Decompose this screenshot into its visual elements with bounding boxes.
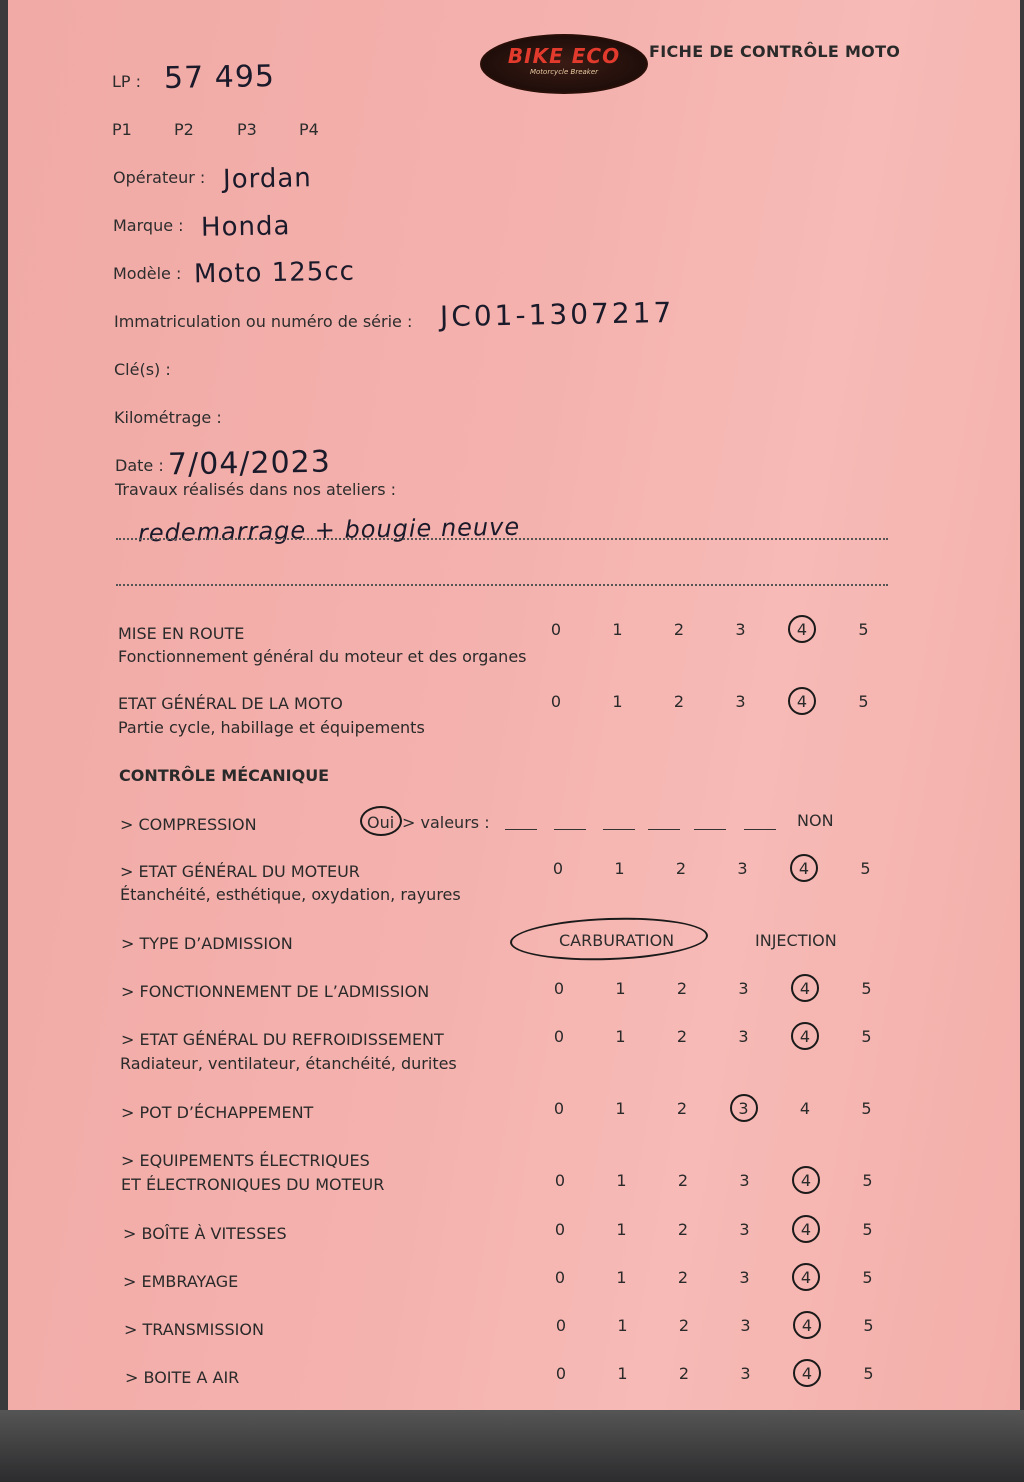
rating-etat_moteur-option-3[interactable]: 3 [737,859,748,878]
rating-boite_air-option-5[interactable]: 5 [863,1364,874,1383]
admission-injection[interactable]: INJECTION [755,931,837,950]
works-line-1 [116,538,888,540]
rating-electrique-option-4[interactable]: 4 [800,1171,812,1190]
works-value[interactable]: redemarrage + bougie neuve [137,512,521,548]
rating-transmission-option-3[interactable]: 3 [740,1316,751,1335]
form-title: FICHE DE CONTRÔLE MOTO [649,42,901,61]
rating-boite_air-selected-circle [793,1359,821,1387]
rating-admission_fonct-option-2[interactable]: 2 [676,979,688,998]
rating-admission_fonct-option-1[interactable]: 1 [615,979,626,998]
rating-electrique-option-0[interactable]: 0 [554,1171,566,1190]
rating-etat_moteur-option-2[interactable]: 2 [675,859,687,878]
compression-blank-6[interactable] [744,829,776,830]
rating-refroidissement-option-0[interactable]: 0 [553,1027,565,1046]
rating-pot-option-3[interactable]: 3 [738,1099,749,1118]
rating-pot-selected-circle [730,1094,758,1122]
registration-label: Immatriculation ou numéro de série : [114,312,413,331]
rating-etat_moteur-option-1[interactable]: 1 [614,859,625,878]
control-sheet [8,0,1020,1436]
rating-embrayage-option-2[interactable]: 2 [677,1268,689,1287]
rating-electrique-option-3[interactable]: 3 [739,1171,750,1190]
rating-etat_moto-option-0[interactable]: 0 [550,692,562,711]
rating-boite-option-5[interactable]: 5 [862,1220,873,1239]
rating-transmission-option-5[interactable]: 5 [863,1316,874,1335]
row-title-electrique-2: ET ÉLECTRONIQUES DU MOTEUR [121,1175,385,1194]
rating-etat_moto-option-4[interactable]: 4 [796,692,808,711]
row-title-admission-fonct: > FONCTIONNEMENT DE L’ADMISSION [121,982,430,1001]
compression-valeurs: > valeurs : [402,813,490,832]
model-label: Modèle : [113,264,182,283]
row-title-electrique: > EQUIPEMENTS ÉLECTRIQUES [121,1151,370,1170]
rating-embrayage-option-4[interactable]: 4 [800,1268,812,1287]
compression-oui-circle [360,806,402,836]
rating-admission_fonct-option-5[interactable]: 5 [861,979,872,998]
rating-pot-option-4[interactable]: 4 [799,1099,811,1118]
rating-electrique-option-2[interactable]: 2 [677,1171,689,1190]
section-title-controle-mecanique: CONTRÔLE MÉCANIQUE [119,766,330,785]
rating-etat_moto-option-3[interactable]: 3 [735,692,746,711]
rating-boite-option-1[interactable]: 1 [616,1220,627,1239]
rating-pot-option-2[interactable]: 2 [676,1099,688,1118]
date-value[interactable]: 7/04/2023 [167,444,332,483]
rating-boite_air-option-1[interactable]: 1 [617,1364,628,1383]
position-p4[interactable]: P4 [299,120,319,139]
rating-embrayage-option-5[interactable]: 5 [862,1268,873,1287]
date-label: Date : [115,456,164,475]
row-sub-mise-en-route: Fonctionnement général du moteur et des organes [118,647,527,666]
row-sub-etat-moto: Partie cycle, habillage et équipements [118,718,425,737]
rating-mise_en_route-option-2[interactable]: 2 [673,620,685,639]
rating-mise_en_route-option-5[interactable]: 5 [858,620,869,639]
rating-pot-option-5[interactable]: 5 [861,1099,872,1118]
admission-carburation[interactable]: CARBURATION [559,931,675,950]
rating-mise_en_route-option-1[interactable]: 1 [612,620,623,639]
rating-etat_moto-option-2[interactable]: 2 [673,692,685,711]
row-title-transmission: > TRANSMISSION [124,1320,264,1339]
operator-label: Opérateur : [113,168,206,187]
row-title-boite: > BOÎTE À VITESSES [123,1224,287,1243]
position-p2[interactable]: P2 [174,120,194,139]
rating-refroidissement-option-1[interactable]: 1 [615,1027,626,1046]
rating-etat_moteur-option-5[interactable]: 5 [860,859,871,878]
row-title-pot: > POT D’ÉCHAPPEMENT [121,1103,314,1122]
row-sub-etat-moteur: Étanchéité, esthétique, oxydation, rayures [120,885,461,904]
position-p3[interactable]: P3 [237,120,257,139]
rating-boite-option-3[interactable]: 3 [739,1220,750,1239]
row-title-embrayage: > EMBRAYAGE [123,1272,239,1291]
row-title-etat-moteur: > ETAT GÉNÉRAL DU MOTEUR [120,862,360,881]
rating-pot-option-0[interactable]: 0 [553,1099,565,1118]
operator-value[interactable]: Jordan [222,163,312,195]
rating-etat_moteur-option-4[interactable]: 4 [798,859,810,878]
row-title-compression: > COMPRESSION [120,815,257,834]
compression-oui[interactable]: Oui [367,813,395,832]
rating-etat_moto-option-1[interactable]: 1 [612,692,623,711]
rating-etat_moto-option-5[interactable]: 5 [858,692,869,711]
rating-refroidissement-option-3[interactable]: 3 [738,1027,749,1046]
mileage-label: Kilométrage : [114,408,222,427]
rating-refroidissement-option-2[interactable]: 2 [676,1027,688,1046]
rating-pot-option-1[interactable]: 1 [615,1099,626,1118]
bike-eco-logo [480,34,648,94]
brand-value[interactable]: Honda [200,211,291,243]
works-line-2 [116,584,888,586]
rating-boite_air-option-0[interactable]: 0 [555,1364,567,1383]
row-title-boite-air: > BOITE A AIR [125,1368,240,1387]
rating-embrayage-selected-circle [792,1263,820,1291]
lp-label: LP : [112,72,142,91]
rating-boite-selected-circle [792,1215,820,1243]
row-sub-refroidissement: Radiateur, ventilateur, étanchéité, durites [120,1054,457,1073]
rating-admission_fonct-option-0[interactable]: 0 [553,979,565,998]
rating-etat_moteur-option-0[interactable]: 0 [552,859,564,878]
rating-mise_en_route-option-4[interactable]: 4 [796,620,808,639]
rating-boite_air-option-4[interactable]: 4 [801,1364,813,1383]
compression-blank-5[interactable] [694,829,726,830]
rating-boite-option-0[interactable]: 0 [554,1220,566,1239]
rating-mise_en_route-selected-circle [788,615,816,643]
compression-blank-2[interactable] [554,829,586,830]
registration-value[interactable]: JC01-1307217 [439,295,675,334]
compression-blank-4[interactable] [648,829,680,830]
logo-text: BIKE ECO [507,44,621,68]
rating-transmission-option-1[interactable]: 1 [617,1316,628,1335]
rating-transmission-option-2[interactable]: 2 [678,1316,690,1335]
rating-transmission-selected-circle [793,1311,821,1339]
rating-refroidissement-option-4[interactable]: 4 [799,1027,811,1046]
rating-mise_en_route-option-0[interactable]: 0 [550,620,562,639]
works-label: Travaux réalisés dans nos ateliers : [115,480,397,499]
rating-electrique-option-5[interactable]: 5 [862,1171,873,1190]
rating-embrayage-option-3[interactable]: 3 [739,1268,750,1287]
desk-surface [0,1410,1024,1482]
rating-refroidissement-selected-circle [791,1022,819,1050]
rating-refroidissement-option-5[interactable]: 5 [861,1027,872,1046]
rating-admission_fonct-option-3[interactable]: 3 [738,979,749,998]
rating-electrique-selected-circle [792,1166,820,1194]
row-title-admission-type: > TYPE D’ADMISSION [121,934,293,953]
rating-embrayage-option-0[interactable]: 0 [554,1268,566,1287]
rating-transmission-option-0[interactable]: 0 [555,1316,567,1335]
brand-label: Marque : [113,216,184,235]
logo-subtext: Motorcycle Breaker [529,68,599,76]
position-p1[interactable]: P1 [112,120,132,139]
rating-boite_air-option-3[interactable]: 3 [740,1364,751,1383]
rating-mise_en_route-option-3[interactable]: 3 [735,620,746,639]
rating-electrique-option-1[interactable]: 1 [616,1171,627,1190]
rating-boite-option-4[interactable]: 4 [800,1220,812,1239]
row-title-refroidissement: > ETAT GÉNÉRAL DU REFROIDISSEMENT [121,1030,444,1049]
rating-admission_fonct-option-4[interactable]: 4 [799,979,811,998]
compression-blank-1[interactable] [505,829,537,830]
lp-value[interactable]: 57 495 [163,59,276,96]
compression-blank-3[interactable] [603,829,635,830]
rating-boite-option-2[interactable]: 2 [677,1220,689,1239]
compression-non[interactable]: NON [797,811,834,830]
rating-boite_air-option-2[interactable]: 2 [678,1364,690,1383]
keys-label: Clé(s) : [114,360,171,379]
rating-etat_moto-selected-circle [788,687,816,715]
rating-admission_fonct-selected-circle [791,974,819,1002]
model-value[interactable]: Moto 125cc [193,256,356,290]
row-title-mise-en-route: MISE EN ROUTE [118,624,245,643]
rating-transmission-option-4[interactable]: 4 [801,1316,813,1335]
row-title-etat-moto: ETAT GÉNÉRAL DE LA MOTO [118,694,343,713]
rating-etat_moteur-selected-circle [790,854,818,882]
rating-embrayage-option-1[interactable]: 1 [616,1268,627,1287]
